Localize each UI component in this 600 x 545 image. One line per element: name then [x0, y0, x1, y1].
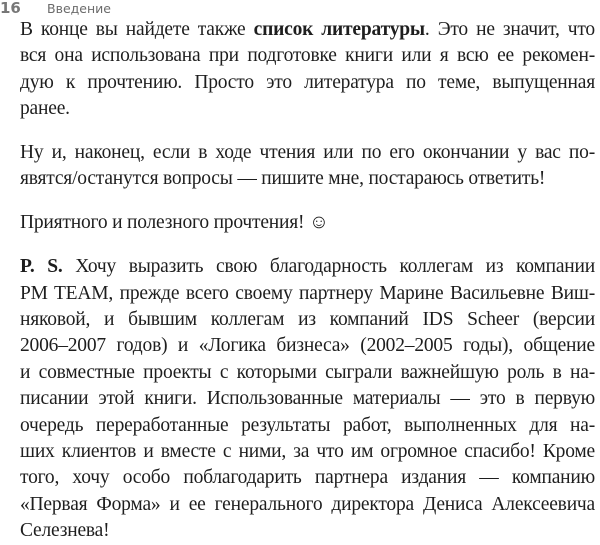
paragraph-gap: [20, 193, 595, 211]
paragraph: [20, 210, 595, 236]
text-line: [20, 140, 595, 166]
text-line: [20, 70, 595, 96]
page-number: 16: [0, 0, 21, 17]
text-line: [20, 254, 595, 280]
text-segment: вся она использована при подготовке книги или я всю ее рекомен-: [20, 45, 595, 67]
text-segment: 2006–2007 годов) и «Логика бизнеса» (2002–2005 годы), общение: [20, 335, 595, 357]
text-segment: писании этой книги. Использованные материалы — это в первую: [20, 388, 595, 410]
bold-text: P. S.: [20, 256, 63, 278]
text-line: [20, 518, 595, 544]
text-segment: очередь переработанные результаты работ, выполненных для на-: [20, 414, 595, 436]
page-body: [20, 17, 595, 545]
text-segment: Селезнева!: [20, 520, 110, 542]
text-line: [20, 465, 595, 491]
text-segment: няковой, и бывшим коллегам из компаний IDS Scheer (версии: [20, 309, 595, 331]
text-segment: того, хочу особо поблагодарить партнера издания — компанию: [20, 467, 595, 489]
paragraph: [20, 140, 595, 193]
text-line: [20, 96, 595, 122]
text-segment: Ну и, наконец, если в ходе чтения или по его окончании у вас по-: [20, 142, 595, 164]
paragraph-gap: [20, 123, 595, 141]
text-segment: ранее.: [20, 98, 70, 120]
text-segment: «Первая Форма» и ее генерального директора Дениса Алексеевича: [20, 493, 595, 515]
text-line: [20, 281, 595, 307]
text-line: [20, 210, 595, 236]
paragraph: [20, 254, 595, 544]
text-segment: и совместные проекты с которыми сыграли важнейшую роль в на-: [20, 361, 595, 383]
text-line: [20, 360, 595, 386]
text-line: [20, 492, 595, 518]
text-line: [20, 413, 595, 439]
text-segment: явятся/останутся вопросы — пишите мне, постараюсь ответить!: [20, 168, 546, 190]
chapter-title: Введение: [47, 1, 111, 16]
bold-text: список литературы: [253, 19, 425, 40]
text-line: [20, 166, 595, 192]
text-segment: В конце вы найдете также: [20, 19, 254, 40]
text-line: [20, 307, 595, 333]
text-line: [20, 386, 595, 412]
paragraph: [20, 17, 595, 123]
text-line: [20, 17, 595, 43]
text-segment: PM TEAM, прежде всего своему партнеру Марине Васильевне Виш-: [20, 282, 595, 304]
text-segment: Хочу выразить свою благодарность коллегам из компании: [62, 256, 595, 278]
text-segment: дую к прочтению. Просто это литература по теме, выпущенная: [20, 71, 595, 93]
text-line: [20, 333, 595, 359]
text-segment: ших клиентов и вместе с ними, за что им огромное спасибо! Кроме: [20, 440, 595, 462]
text-line: [20, 439, 595, 465]
text-segment: . Это не значит, что: [424, 19, 595, 40]
text-line: [20, 43, 595, 69]
paragraph-gap: [20, 237, 595, 255]
text-segment: Приятного и полезного прочтения! ☺: [20, 212, 329, 234]
